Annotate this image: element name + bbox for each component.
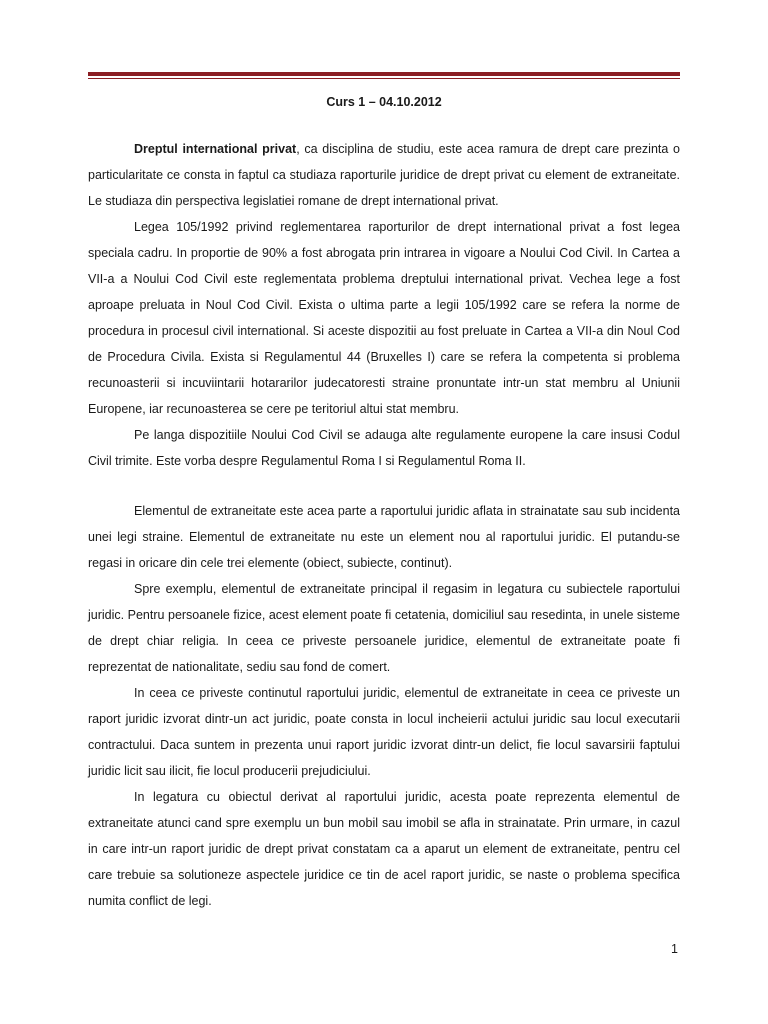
- header-rule: [88, 72, 680, 79]
- paragraph-1: [88, 136, 680, 214]
- page-title: Curs 1 – 04.10.2012: [326, 95, 442, 109]
- header-rule-thin: [88, 78, 680, 79]
- header-rule-thick: [88, 72, 680, 76]
- document-body: [88, 92, 680, 914]
- paragraph-7-text: In legatura cu obiectul derivat al raportului juridic, acesta poate reprezenta elementul de extraneitate atunci cand spre exemplu un bun mobil sau imobil se afla in strainatate. Prin urmare, in cazul in care intr-un raport juridic de drept privat constatam ca a aparut un element de extraneitate, pentru cel care trebuie sa solutioneze aspectele juridice ce tin de acel raport juridic, se naste o problema specifica numita conflict de legi.: [88, 790, 680, 908]
- paragraph-gap: [88, 474, 680, 498]
- paragraph-6: [88, 680, 680, 784]
- paragraph-3: [88, 422, 680, 474]
- paragraph-5: [88, 576, 680, 680]
- paragraph-2: [88, 214, 680, 422]
- paragraph-6-text: In ceea ce priveste continutul raportului juridic, elementul de extraneitate in ceea ce priveste un raport juridic izvorat dintr-un act juridic, poate consta in locul incheierii actului juridic sau locul executarii contractului. Daca suntem in prezenta unui raport juridic izvorat dintr-un delict, fie locul savarsirii faptului juridic licit sau ilicit, fie locul producerii prejudiciului.: [88, 686, 680, 778]
- paragraph-5-text: Spre exemplu, elementul de extraneitate principal il regasim in legatura cu subiectele raportului juridic. Pentru persoanele fizice, acest element poate fi cetatenia, domiciliul sau resedinta, in unele sisteme de drept chiar religia. In ceea ce priveste persoanele juridice, elementul de extraneitate poate fi reprezentat de nationalitate, sediu sau fond de comert.: [88, 582, 680, 674]
- paragraph-4-text: Elementul de extraneitate este acea parte a raportului juridic aflata in strainatate sau sub incidenta unei legi straine. Elementul de extraneitate nu este un element nou al raportului juridic. El putandu-se regasi in oricare din cele trei elemente (obiect, subiecte, continut).: [88, 504, 680, 570]
- paragraph-3-text: Pe langa dispozitiile Noului Cod Civil se adauga alte regulamente europene la care insusi Codul Civil trimite. Este vorba despre Regulamentul Roma I si Regulamentul Roma II.: [88, 428, 680, 468]
- paragraph-2-text: Legea 105/1992 privind reglementarea raporturilor de drept international privat a fost legea speciala cadru. In proportie de 90% a fost abrogata prin intrarea in vigoare a Noului Cod Civil. In Cartea a VII-a a Noului Cod Civil este reglementata problema dreptului international privat. Vechea lege a fost aproape preluata in Noul Cod Civil. Exista o ultima parte a legii 105/1992 care se refera la norme de procedura in procesul civil international. Si aceste dispozitii au fost preluate in Cartea a VII-a din Noul Cod de Procedura Civila. Exista si Regulamentul 44 (Bruxelles I) care se refera la competenta si problema recunoasterii si incuviintarii hotararilor judecatoresti straine pronuntate intr-un stat membru al Uniunii Europene, iar recunoasterea se cere pe teritoriul altui stat membru.: [88, 220, 680, 416]
- paragraph-1-text: , ca disciplina de studiu, este acea ramura de drept care prezinta o particularitate ce consta in faptul ca studiaza raporturile juridice de drept privat cu element de extraneitate. Le studiaza din perspectiva legislatiei romane de drept international privat.: [88, 142, 680, 208]
- paragraph-7: [88, 784, 680, 914]
- paragraph-4: [88, 498, 680, 576]
- page-number: 1: [671, 942, 678, 956]
- paragraph-1-lead: Dreptul international privat: [134, 142, 297, 156]
